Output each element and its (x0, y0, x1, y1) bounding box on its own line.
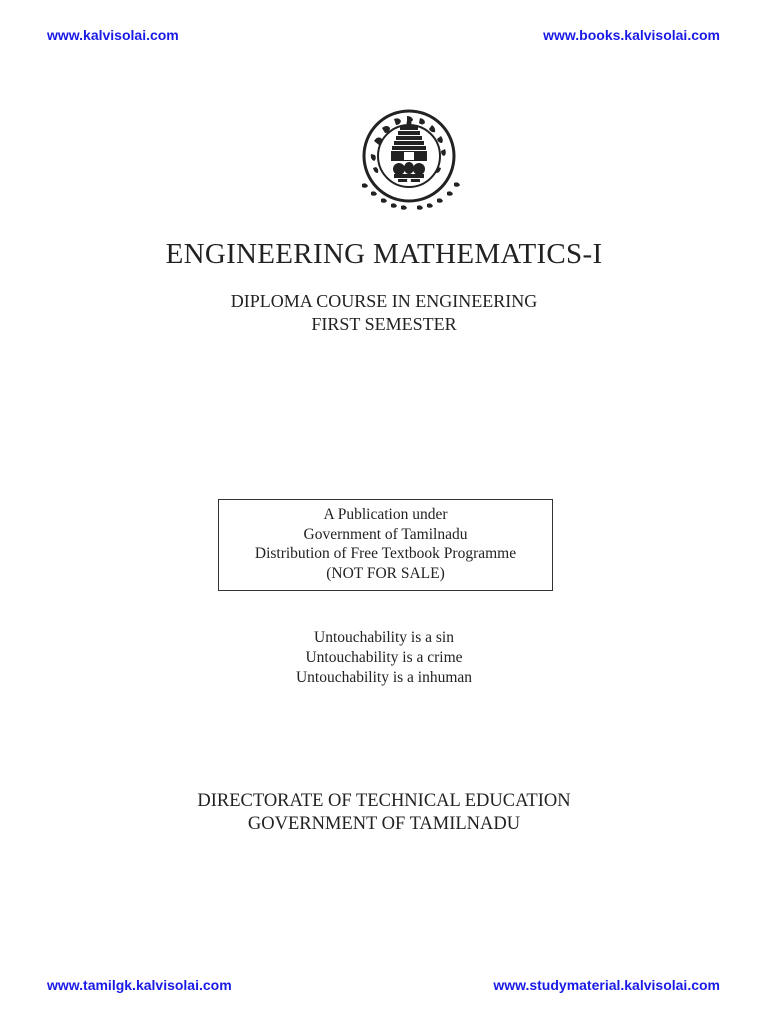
publication-line-4: (NOT FOR SALE) (326, 564, 445, 582)
header-link-kalvisolai[interactable]: www.kalvisolai.com (47, 27, 179, 43)
publication-line-3: Distribution of Free Textbook Programme (254, 545, 517, 562)
untouchability-line-inhuman: Untouchability is a inhuman (295, 669, 473, 686)
untouchability-statement (0, 628, 768, 688)
directorate-line-2: GOVERNMENT OF TAMILNADU (247, 814, 521, 834)
footer-link-tamilgk[interactable]: www.tamilgk.kalvisolai.com (47, 977, 232, 993)
publication-line-2: Government of Tamilnadu (303, 525, 468, 543)
header-link-books[interactable]: www.books.kalvisolai.com (543, 27, 720, 43)
publisher-directorate (0, 790, 768, 836)
subtitle-line-course: DIPLOMA COURSE IN ENGINEERING (230, 291, 538, 311)
publication-notice-box (218, 499, 553, 591)
footer-link-studymaterial[interactable]: www.studymaterial.kalvisolai.com (493, 977, 720, 993)
book-title: ENGINEERING MATHEMATICS-I (165, 238, 603, 270)
untouchability-line-crime: Untouchability is a crime (305, 649, 463, 666)
directorate-line-1: DIRECTORATE OF TECHNICAL EDUCATION (197, 791, 571, 811)
untouchability-line-sin: Untouchability is a sin (314, 629, 454, 646)
publication-line-1: A Publication under (323, 506, 448, 523)
course-subtitle (0, 290, 768, 336)
tamilnadu-government-emblem-icon (344, 106, 474, 221)
subtitle-line-semester: FIRST SEMESTER (311, 314, 457, 334)
